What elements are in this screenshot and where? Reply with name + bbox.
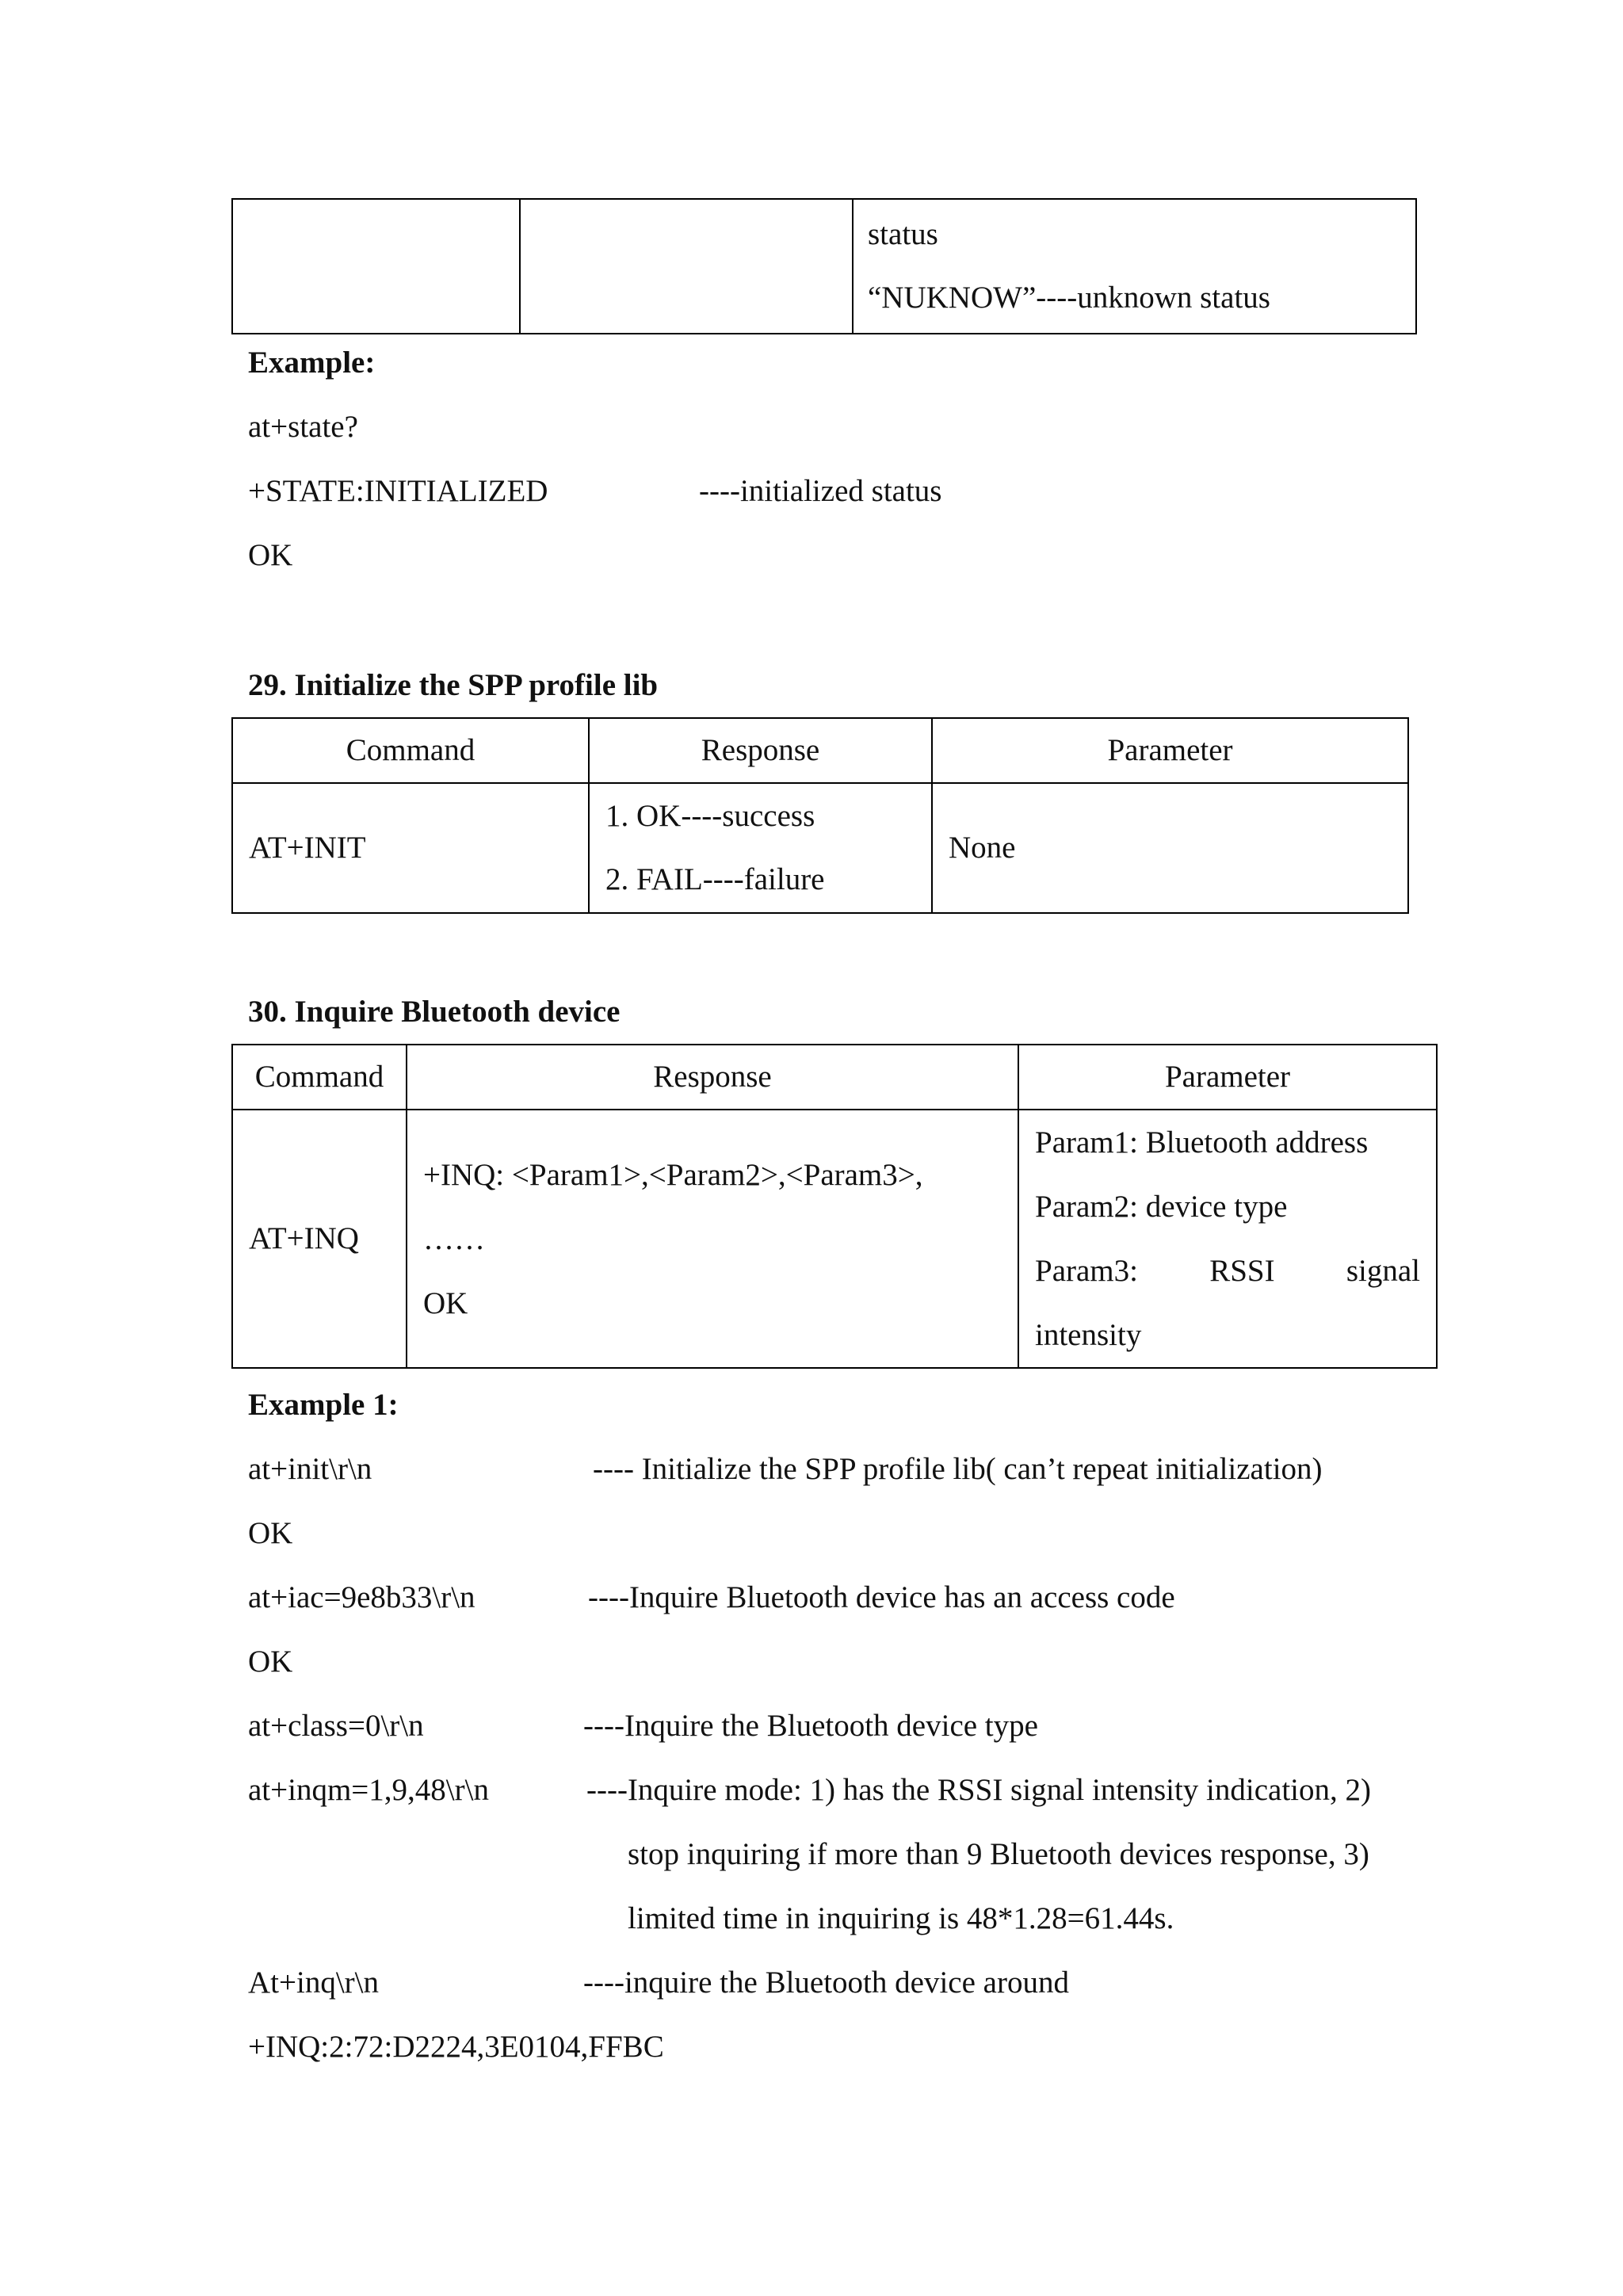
response-line: 2. FAIL----failure	[605, 862, 825, 896]
header-parameter: Parameter	[1018, 1045, 1437, 1110]
parameter-word: Param3:	[1035, 1254, 1138, 1288]
example-1-note: ---- Initialize the SPP profile lib( can’t repeat initialization)	[593, 1452, 1323, 1486]
example-response-line: +STATE:INITIALIZED	[248, 474, 548, 508]
parameter-line-justified	[1035, 1239, 1420, 1303]
example-1-response: +INQ:2:72:D2224,3E0104,FFBC	[248, 2030, 664, 2064]
header-response: Response	[407, 1045, 1018, 1110]
response-cell	[589, 783, 932, 913]
parameter-line: intensity	[1035, 1318, 1142, 1352]
example-1-note-continued: stop inquiring if more than 9 Bluetooth devices response, 3)	[628, 1837, 1369, 1871]
section-30-table	[231, 1044, 1438, 1369]
example-1-heading: Example 1:	[248, 1388, 399, 1422]
header-parameter: Parameter	[932, 718, 1408, 783]
parameter-cell: None	[932, 783, 1408, 913]
example-1-command: at+inqm=1,9,48\r\n	[248, 1773, 489, 1807]
example-1-note: ----inquire the Bluetooth device around	[583, 1966, 1069, 2000]
example-1-command: OK	[248, 1645, 293, 1679]
status-values-cell	[853, 199, 1416, 334]
example-1-command: At+inq\r\n	[248, 1966, 379, 2000]
header-command: Command	[232, 1045, 407, 1110]
parameter-word: signal	[1346, 1254, 1420, 1288]
example-1-note: ----Inquire Bluetooth device has an access code	[588, 1580, 1175, 1614]
example-1-command: at+class=0\r\n	[248, 1709, 424, 1743]
section-29-table	[231, 717, 1409, 914]
example-note: ----initialized status	[699, 474, 942, 508]
example-1-note-continued: limited time in inquiring is 48*1.28=61.44s.	[628, 1901, 1174, 1935]
continued-status-table	[231, 198, 1417, 334]
section-29-heading: 29. Initialize the SPP profile lib	[248, 668, 659, 702]
example-1-note: ----Inquire mode: 1) has the RSSI signal intensity indication, 2)	[586, 1773, 1371, 1807]
parameter-line: Param1: Bluetooth address	[1035, 1125, 1369, 1159]
example-1-command: OK	[248, 1516, 293, 1550]
section-30-heading: 30. Inquire Bluetooth device	[248, 995, 621, 1029]
empty-cell	[520, 199, 853, 334]
status-line: status	[868, 217, 938, 251]
command-cell: AT+INQ	[232, 1110, 407, 1368]
parameter-word: RSSI	[1209, 1254, 1275, 1288]
response-cell	[407, 1110, 1018, 1368]
response-line: +INQ: <Param1>,<Param2>,<Param3>,	[423, 1157, 923, 1192]
response-line: 1. OK----success	[605, 799, 815, 833]
response-line: OK	[423, 1286, 468, 1320]
example-heading: Example:	[248, 346, 376, 380]
empty-cell	[232, 199, 520, 334]
example-1-command: at+iac=9e8b33\r\n	[248, 1580, 475, 1614]
example-command-line: at+state?	[248, 410, 358, 444]
example-1-note: ----Inquire the Bluetooth device type	[583, 1709, 1038, 1743]
header-command: Command	[232, 718, 589, 783]
header-response: Response	[589, 718, 932, 783]
parameter-line: Param2: device type	[1035, 1190, 1288, 1224]
example-1-command: at+init\r\n	[248, 1452, 372, 1486]
command-cell: AT+INIT	[232, 783, 589, 913]
status-line: “NUKNOW”----unknown status	[868, 281, 1270, 315]
response-line: ……	[423, 1221, 485, 1256]
parameter-cell	[1018, 1110, 1437, 1368]
example-ok-line: OK	[248, 538, 293, 572]
